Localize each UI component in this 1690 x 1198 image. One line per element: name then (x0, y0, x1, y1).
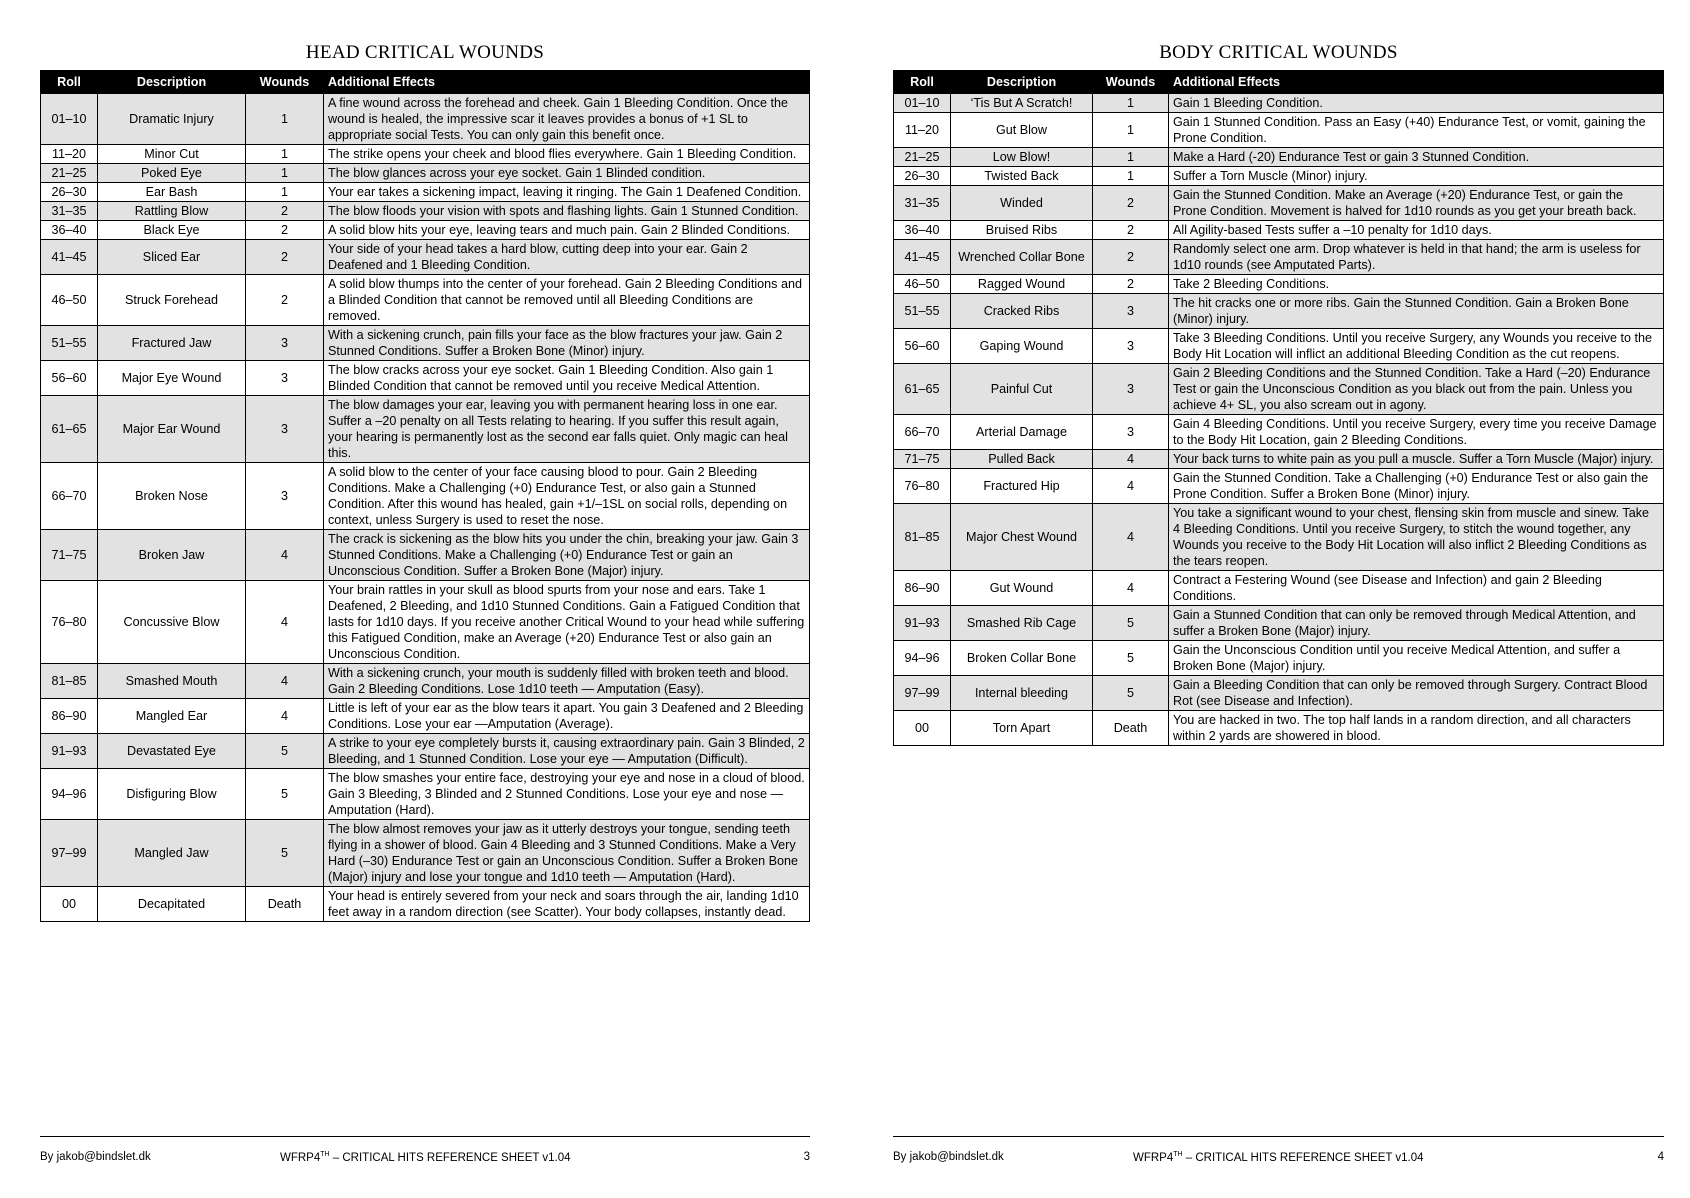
wounds-cell: 5 (246, 820, 324, 887)
roll-cell: 31–35 (41, 202, 98, 221)
table-row (41, 240, 810, 275)
table-row (894, 240, 1664, 275)
roll-cell: 26–30 (41, 183, 98, 202)
effect-cell: Gain the Stunned Condition. Make an Average (+20) Endurance Test, or gain the Prone Condition. Movement is halved for 1d10 rounds as you get your breath back. (1169, 186, 1664, 221)
roll-cell: 91–93 (894, 606, 951, 641)
description-cell: Sliced Ear (98, 240, 246, 275)
table-header-row (894, 71, 1664, 94)
wounds-cell: 4 (1093, 469, 1169, 504)
column-header-roll: Roll (41, 71, 98, 94)
roll-cell: 46–50 (41, 275, 98, 326)
description-cell: Internal bleeding (951, 676, 1093, 711)
description-cell: Broken Jaw (98, 530, 246, 581)
description-cell: Low Blow! (951, 148, 1093, 167)
wounds-cell: 3 (246, 463, 324, 530)
description-cell: Broken Nose (98, 463, 246, 530)
wounds-cell: 3 (246, 396, 324, 463)
roll-cell: 46–50 (894, 275, 951, 294)
roll-cell: 71–75 (41, 530, 98, 581)
body-critical-page (893, 0, 1664, 1164)
effect-cell: A solid blow to the center of your face causing blood to pour. Gain 2 Bleeding Conditions. Make a Challenging (+0) Endurance Test, or also gain a Stunned Condition. After this wound has healed, gain +1/–1SL on social rolls, depending on context, unless Surgery is used to reset the nose. (324, 463, 810, 530)
roll-cell: 00 (894, 711, 951, 746)
table-row (894, 148, 1664, 167)
table-row (894, 329, 1664, 364)
footer-ref-sup: TH (1173, 1151, 1183, 1158)
roll-cell: 97–99 (894, 676, 951, 711)
table-body (41, 94, 810, 922)
wounds-cell: 2 (1093, 186, 1169, 221)
roll-cell: 11–20 (41, 145, 98, 164)
effect-cell: Take 2 Bleeding Conditions. (1169, 275, 1664, 294)
description-cell: Major Chest Wound (951, 504, 1093, 571)
footer-reference (1133, 1151, 1424, 1164)
critical-wounds-table (40, 70, 810, 922)
critical-wounds-table (893, 70, 1664, 746)
roll-cell: 51–55 (41, 326, 98, 361)
effect-cell: With a sickening crunch, your mouth is suddenly filled with broken teeth and blood. Gain 2 Bleeding Conditions. Lose 1d10 teeth — Amputation (Easy). (324, 664, 810, 699)
effect-cell: Your head is entirely severed from your neck and soars through the air, landing 1d10 feet away in a random direction (see Scatter). Your body collapses, instantly dead. (324, 887, 810, 922)
table-row (894, 450, 1664, 469)
description-cell: Wrenched Collar Bone (951, 240, 1093, 275)
description-cell: Gaping Wound (951, 329, 1093, 364)
effect-cell: A fine wound across the forehead and cheek. Gain 1 Bleeding Condition. Once the wound is healed, the impressive scar it leaves provides a bonus of +1 SL to appropriate social Tests. You can only gain this benefit once. (324, 94, 810, 145)
roll-cell: 94–96 (41, 769, 98, 820)
wounds-cell: 1 (1093, 148, 1169, 167)
table-row (894, 711, 1664, 746)
effect-cell: The crack is sickening as the blow hits you under the chin, breaking your jaw. Gain 3 Stunned Conditions. Make a Challenging (+0) Endurance Test or gain an Unconscious Condition. Suffer a Broken Bone (Major) injury. (324, 530, 810, 581)
table-row (894, 415, 1664, 450)
column-header-effects: Additional Effects (324, 71, 810, 94)
effect-cell: Make a Hard (-20) Endurance Test or gain 3 Stunned Condition. (1169, 148, 1664, 167)
page-number: 4 (1657, 1151, 1664, 1163)
effect-cell: Gain 1 Bleeding Condition. (1169, 94, 1664, 113)
table-row (894, 221, 1664, 240)
table-body (894, 94, 1664, 746)
wounds-cell: 1 (246, 164, 324, 183)
effect-cell: The blow cracks across your eye socket. Gain 1 Bleeding Condition. Also gain 1 Blinded Condition that cannot be removed until you receive Medical Attention. (324, 361, 810, 396)
roll-cell: 36–40 (894, 221, 951, 240)
table-row (41, 664, 810, 699)
effect-cell: The strike opens your cheek and blood flies everywhere. Gain 1 Bleeding Condition. (324, 145, 810, 164)
wounds-cell: 2 (1093, 240, 1169, 275)
description-cell: Torn Apart (951, 711, 1093, 746)
roll-cell: 66–70 (894, 415, 951, 450)
description-cell: Ear Bash (98, 183, 246, 202)
description-cell: Dramatic Injury (98, 94, 246, 145)
column-header-wounds: Wounds (246, 71, 324, 94)
wounds-cell: 4 (1093, 450, 1169, 469)
roll-cell: 11–20 (894, 113, 951, 148)
footer-ref-suffix: – CRITICAL HITS REFERENCE SHEET v1.04 (1182, 1151, 1424, 1164)
table-row (894, 571, 1664, 606)
description-cell: Minor Cut (98, 145, 246, 164)
effect-cell: Your ear takes a sickening impact, leaving it ringing. The Gain 1 Deafened Condition. (324, 183, 810, 202)
table-row (41, 94, 810, 145)
effect-cell: Little is left of your ear as the blow tears it apart. You gain 3 Deafened and 2 Bleeding Conditions. Lose your ear —Amputation (Average). (324, 699, 810, 734)
roll-cell: 01–10 (41, 94, 98, 145)
wounds-cell: 3 (246, 361, 324, 396)
effect-cell: Suffer a Torn Muscle (Minor) injury. (1169, 167, 1664, 186)
effect-cell: You take a significant wound to your chest, flensing skin from muscle and sinew. Take 4 Bleeding Conditions. Until you receive Surgery, to stitch the wound together, any Wounds you receive to the Body Hit Location will also inflict 2 Bleeding Conditions as the tears reopen. (1169, 504, 1664, 571)
table-row (894, 94, 1664, 113)
table-row (41, 887, 810, 922)
wounds-cell: 4 (246, 530, 324, 581)
effect-cell: With a sickening crunch, pain fills your face as the blow fractures your jaw. Gain 2 Stunned Conditions. Suffer a Broken Bone (Minor) injury. (324, 326, 810, 361)
roll-cell: 91–93 (41, 734, 98, 769)
effect-cell: The blow glances across your eye socket. Gain 1 Blinded condition. (324, 164, 810, 183)
wounds-cell: 1 (246, 183, 324, 202)
wounds-cell: 4 (1093, 504, 1169, 571)
roll-cell: 01–10 (894, 94, 951, 113)
effect-cell: Gain 4 Bleeding Conditions. Until you receive Surgery, every time you receive Damage to the Body Hit Location, gain 2 Bleeding Conditions. (1169, 415, 1664, 450)
table-row (41, 530, 810, 581)
wounds-cell: 2 (246, 240, 324, 275)
column-header-description: Description (98, 71, 246, 94)
effect-cell: Your brain rattles in your skull as blood spurts from your nose and ears. Take 1 Deafened, 2 Bleeding, and 1d10 Stunned Conditions. Gain a Fatigued Condition that lasts for 1d10 days. If you receive another Critical Wound to your head while suffering this Fatigued Condition, make an Average (+20) Endurance Test or also gain an Unconscious Condition. (324, 581, 810, 664)
effect-cell: The hit cracks one or more ribs. Gain the Stunned Condition. Gain a Broken Bone (Minor) injury. (1169, 294, 1664, 329)
description-cell: Smashed Mouth (98, 664, 246, 699)
roll-cell: 81–85 (41, 664, 98, 699)
page-footer (40, 1136, 810, 1167)
roll-cell: 00 (41, 887, 98, 922)
effect-cell: A solid blow hits your eye, leaving tears and much pain. Gain 2 Blinded Conditions. (324, 221, 810, 240)
effect-cell: Gain the Stunned Condition. Take a Challenging (+0) Endurance Test or also gain the Prone Condition. Suffer a Broken Bone (Minor) injury. (1169, 469, 1664, 504)
table-row (41, 699, 810, 734)
roll-cell: 41–45 (41, 240, 98, 275)
table-row (894, 469, 1664, 504)
wounds-cell: 5 (1093, 606, 1169, 641)
wounds-cell: 3 (1093, 329, 1169, 364)
effect-cell: The blow almost removes your jaw as it utterly destroys your tongue, sending teeth flying in a shower of blood. Gain 4 Bleeding and 3 Stunned Conditions. Make a Very Hard (–30) Endurance Test or gain an Unconscious Condition. Suffer a Broken Bone (Major) injury and lose your tongue and 1d10 teeth — Amputation (Hard). (324, 820, 810, 887)
effect-cell: A solid blow thumps into the center of your forehead. Gain 2 Bleeding Conditions and a Blinded Condition that cannot be removed until all Bleeding Conditions are removed. (324, 275, 810, 326)
description-cell: Cracked Ribs (951, 294, 1093, 329)
effect-cell: Gain 2 Bleeding Conditions and the Stunned Condition. Take a Hard (–20) Endurance Test or gain the Unconscious Condition as you black out from the pain. Unless you achieve 4+ SL, you also scream out in agony. (1169, 364, 1664, 415)
wounds-cell: Death (1093, 711, 1169, 746)
table-row (894, 294, 1664, 329)
table-row (41, 820, 810, 887)
roll-cell: 36–40 (41, 221, 98, 240)
table-row (41, 275, 810, 326)
description-cell: Devastated Eye (98, 734, 246, 769)
description-cell: Smashed Rib Cage (951, 606, 1093, 641)
page-title: BODY CRITICAL WOUNDS (1159, 42, 1398, 63)
wounds-cell: 2 (1093, 275, 1169, 294)
wounds-cell: 3 (246, 326, 324, 361)
footer-ref-suffix: – CRITICAL HITS REFERENCE SHEET v1.04 (329, 1151, 571, 1164)
table-row (41, 769, 810, 820)
wounds-cell: 4 (1093, 571, 1169, 606)
column-header-roll: Roll (894, 71, 951, 94)
wounds-cell: 1 (246, 94, 324, 145)
description-cell: Major Ear Wound (98, 396, 246, 463)
wounds-cell: 3 (1093, 294, 1169, 329)
wounds-cell: 5 (1093, 676, 1169, 711)
description-cell: Major Eye Wound (98, 361, 246, 396)
description-cell: Fractured Jaw (98, 326, 246, 361)
wounds-cell: 5 (246, 769, 324, 820)
wounds-cell: 5 (1093, 641, 1169, 676)
roll-cell: 66–70 (41, 463, 98, 530)
effect-cell: Gain a Stunned Condition that can only be removed through Medical Attention, and suffer a Broken Bone (Major) injury. (1169, 606, 1664, 641)
effect-cell: Gain a Bleeding Condition that can only be removed through Surgery. Contract Blood Rot (see Disease and Infection). (1169, 676, 1664, 711)
description-cell: Ragged Wound (951, 275, 1093, 294)
footer-author: By jakob@bindslet.dk (893, 1151, 1004, 1163)
effect-cell: Take 3 Bleeding Conditions. Until you receive Surgery, any Wounds you receive to the Body Hit Location will inflict an additional Bleeding Condition as the cut reopens. (1169, 329, 1664, 364)
effect-cell: Your back turns to white pain as you pull a muscle. Suffer a Torn Muscle (Major) injury. (1169, 450, 1664, 469)
table-row (41, 326, 810, 361)
wounds-cell: 4 (246, 699, 324, 734)
effect-cell: The blow damages your ear, leaving you with permanent hearing loss in one ear. Suffer a –20 penalty on all Tests relating to hearing. If you suffer this result again, your hearing is permanently lost as the second ear falls quiet. Only magic can heal this. (324, 396, 810, 463)
description-cell: Poked Eye (98, 164, 246, 183)
column-header-effects: Additional Effects (1169, 71, 1664, 94)
table-row (41, 164, 810, 183)
table-row (894, 275, 1664, 294)
description-cell: Painful Cut (951, 364, 1093, 415)
roll-cell: 86–90 (41, 699, 98, 734)
description-cell: Fractured Hip (951, 469, 1093, 504)
roll-cell: 97–99 (41, 820, 98, 887)
wounds-cell: 5 (246, 734, 324, 769)
wounds-cell: 3 (1093, 364, 1169, 415)
effect-cell: A strike to your eye completely bursts it, causing extraordinary pain. Gain 3 Blinded, 2 Bleeding, and 1 Stunned Condition. Lose your eye — Amputation (Difficult). (324, 734, 810, 769)
footer-ref-prefix: WFRP4 (280, 1151, 321, 1164)
wounds-cell: 2 (246, 221, 324, 240)
description-cell: ‘Tis But A Scratch! (951, 94, 1093, 113)
table-row (894, 676, 1664, 711)
table-row (41, 183, 810, 202)
table-header-row (41, 71, 810, 94)
effect-cell: All Agility-based Tests suffer a –10 penalty for 1d10 days. (1169, 221, 1664, 240)
table-row (894, 606, 1664, 641)
wounds-cell: 2 (246, 275, 324, 326)
table-row (894, 364, 1664, 415)
footer-author: By jakob@bindslet.dk (40, 1151, 151, 1163)
footer-reference (280, 1151, 571, 1164)
column-header-description: Description (951, 71, 1093, 94)
description-cell: Mangled Ear (98, 699, 246, 734)
roll-cell: 41–45 (894, 240, 951, 275)
effect-cell: Gain the Unconscious Condition until you receive Medical Attention, and suffer a Broken Bone (Major) injury. (1169, 641, 1664, 676)
roll-cell: 71–75 (894, 450, 951, 469)
table-row (41, 221, 810, 240)
description-cell: Broken Collar Bone (951, 641, 1093, 676)
description-cell: Black Eye (98, 221, 246, 240)
roll-cell: 56–60 (41, 361, 98, 396)
wounds-cell: 3 (1093, 415, 1169, 450)
table-row (41, 463, 810, 530)
wounds-cell: 1 (1093, 113, 1169, 148)
effect-cell: Your side of your head takes a hard blow, cutting deep into your ear. Gain 2 Deafened and 1 Bleeding Condition. (324, 240, 810, 275)
head-critical-page (40, 0, 810, 1164)
roll-cell: 51–55 (894, 294, 951, 329)
page-title: HEAD CRITICAL WOUNDS (305, 42, 545, 63)
effect-cell: Randomly select one arm. Drop whatever is held in that hand; the arm is useless for 1d10 rounds (see Amputated Parts). (1169, 240, 1664, 275)
roll-cell: 61–65 (894, 364, 951, 415)
table-row (894, 167, 1664, 186)
page-number: 3 (803, 1151, 810, 1163)
roll-cell: 86–90 (894, 571, 951, 606)
roll-cell: 21–25 (894, 148, 951, 167)
description-cell: Gut Blow (951, 113, 1093, 148)
description-cell: Winded (951, 186, 1093, 221)
description-cell: Decapitated (98, 887, 246, 922)
table-row (41, 581, 810, 664)
description-cell: Twisted Back (951, 167, 1093, 186)
wounds-cell: 4 (246, 581, 324, 664)
roll-cell: 81–85 (894, 504, 951, 571)
roll-cell: 94–96 (894, 641, 951, 676)
effect-cell: The blow smashes your entire face, destroying your eye and nose in a cloud of blood. Gain 3 Bleeding, 3 Blinded and 2 Stunned Conditions. Lose your eye and nose — Amputation (Hard). (324, 769, 810, 820)
description-cell: Rattling Blow (98, 202, 246, 221)
page-footer (893, 1136, 1664, 1167)
description-cell: Pulled Back (951, 450, 1093, 469)
description-cell: Struck Forehead (98, 275, 246, 326)
description-cell: Gut Wound (951, 571, 1093, 606)
wounds-cell: 4 (246, 664, 324, 699)
table-row (41, 202, 810, 221)
wounds-cell: Death (246, 887, 324, 922)
table-row (894, 641, 1664, 676)
description-cell: Concussive Blow (98, 581, 246, 664)
roll-cell: 61–65 (41, 396, 98, 463)
roll-cell: 56–60 (894, 329, 951, 364)
effect-cell: Gain 1 Stunned Condition. Pass an Easy (+40) Endurance Test, or vomit, gaining the Prone Condition. (1169, 113, 1664, 148)
effect-cell: Contract a Festering Wound (see Disease and Infection) and gain 2 Bleeding Conditions. (1169, 571, 1664, 606)
description-cell: Disfiguring Blow (98, 769, 246, 820)
roll-cell: 76–80 (894, 469, 951, 504)
table-row (894, 113, 1664, 148)
roll-cell: 76–80 (41, 581, 98, 664)
wounds-cell: 1 (1093, 94, 1169, 113)
table-row (41, 361, 810, 396)
wounds-cell: 1 (1093, 167, 1169, 186)
table-row (41, 396, 810, 463)
wounds-cell: 2 (246, 202, 324, 221)
column-header-wounds: Wounds (1093, 71, 1169, 94)
description-cell: Bruised Ribs (951, 221, 1093, 240)
wounds-cell: 2 (1093, 221, 1169, 240)
table-row (41, 734, 810, 769)
roll-cell: 31–35 (894, 186, 951, 221)
roll-cell: 26–30 (894, 167, 951, 186)
footer-ref-prefix: WFRP4 (1133, 1151, 1174, 1164)
description-cell: Mangled Jaw (98, 820, 246, 887)
footer-ref-sup: TH (320, 1151, 330, 1158)
table-row (894, 186, 1664, 221)
description-cell: Arterial Damage (951, 415, 1093, 450)
table-row (894, 504, 1664, 571)
table-row (41, 145, 810, 164)
roll-cell: 21–25 (41, 164, 98, 183)
effect-cell: The blow floods your vision with spots and flashing lights. Gain 1 Stunned Condition. (324, 202, 810, 221)
effect-cell: You are hacked in two. The top half lands in a random direction, and all characters within 2 yards are showered in blood. (1169, 711, 1664, 746)
wounds-cell: 1 (246, 145, 324, 164)
